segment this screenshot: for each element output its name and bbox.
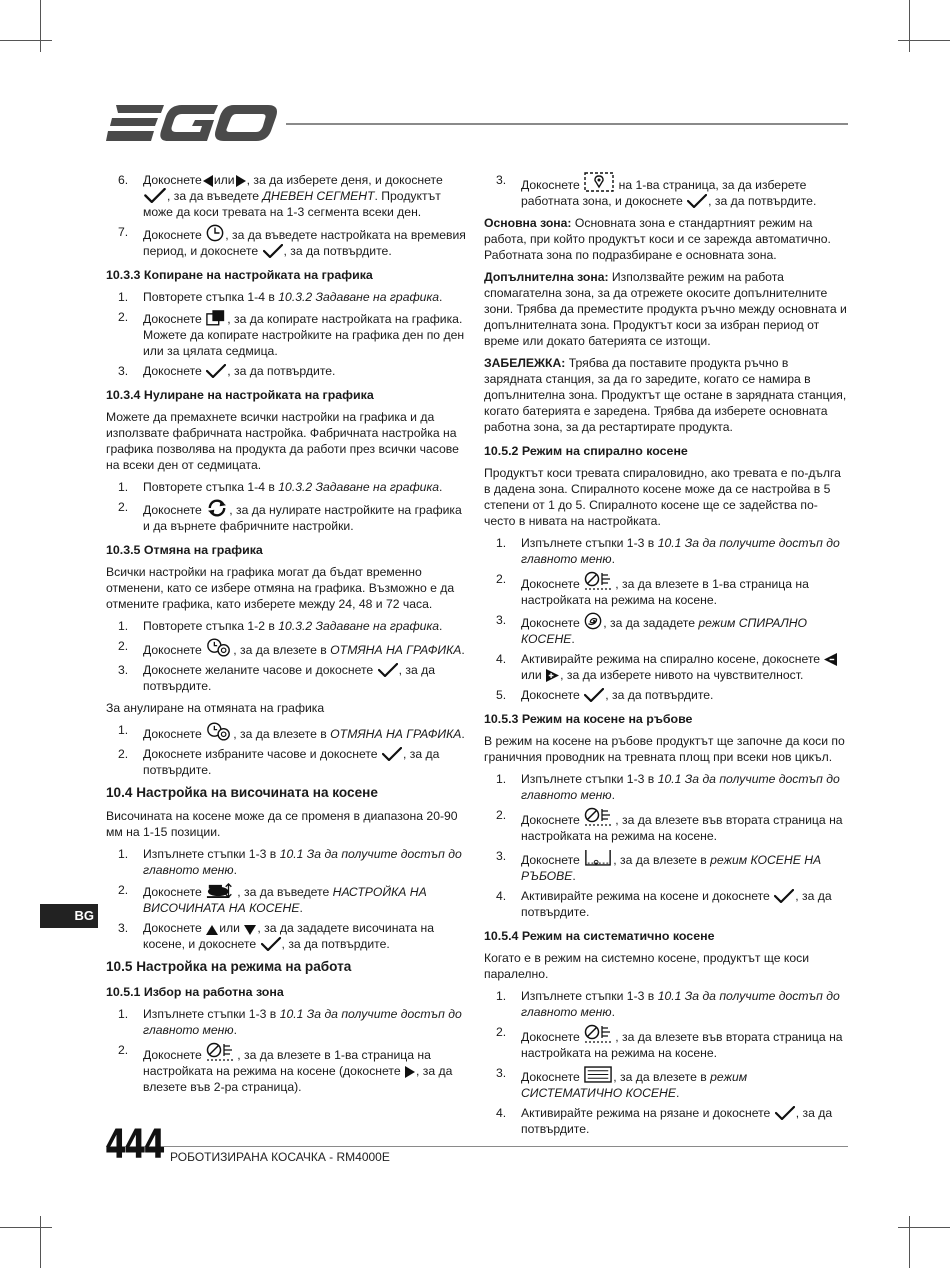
crop-mark [40, 1216, 41, 1268]
paragraph: За анулиране на отмяната на графика [106, 701, 325, 715]
section-heading: 10.5.3 Режим на косене на ръбове [484, 712, 693, 726]
triangle-right-icon [236, 175, 246, 187]
list-item: 3. Докоснете , за да зададете режим СПИРАЛНО КОСЕНЕ. [496, 613, 808, 646]
steps-reset [106, 479, 468, 534]
left-column [106, 172, 468, 1101]
steps-spiral [484, 535, 848, 703]
sensitivity-down-icon [824, 653, 837, 666]
work-zone-icon [584, 172, 614, 192]
paragraph: Основна зона: Основната зона е стандартният режим на работа, при който продуктът коси и се зарежда автоматично. Работната зона по подразбиране е основната зона. [484, 216, 831, 262]
list-item: 2. Докоснете , за да копирате настройката на графика. Можете да копирате настройките на графика ден по ден или за цялата седмица. [118, 310, 465, 358]
checkmark-icon [378, 663, 398, 677]
list-item: 3. Докоснете , за да влезете в режим КОСЕНЕ НА РЪБОВЕ. [496, 849, 822, 883]
list-item: 2. Докоснете , за да влезете в 1-ва страница на настройката на режима на косене. [496, 572, 809, 607]
list-item: 1. Изпълнете стъпки 1-3 в 10.1 За да получите достъп до главното меню. [496, 989, 840, 1019]
note: ЗАБЕЛЕЖКА: Трябва да поставите продукта ръчно в зарядната станция, за да го заредите, когато се намира в допълнителна зона. Продуктът ще остане в зарядната станция, когато батерията е заредена. Трябва да изберете основната работна зона, за да рестартирате продукта. [484, 356, 847, 434]
list-item: 2. Докоснете , за да влезете в 1-ва страница на настройката на режима на косене (докоснете , за да влезете във 2-ра страница). [118, 1043, 453, 1094]
crop-mark [898, 1227, 950, 1228]
crop-mark [40, 0, 41, 52]
steps-cancel [106, 618, 468, 694]
crop-mark [0, 1227, 52, 1228]
steps-copy [106, 289, 468, 379]
list-item: 2. Докоснете , за да влезете във втората страница на настройката на режима на косене. [496, 808, 843, 843]
ego-logo [106, 103, 278, 143]
list-item: 2. Докоснете , за да нулирате настройките на графика и да върнете фабричните настройки. [118, 500, 462, 533]
checkmark-icon [584, 688, 604, 702]
list-item: 4. Активирайте режима на рязане и докоснете , за да потвърдите. [496, 1106, 833, 1136]
steps-edge [484, 771, 848, 920]
list-item: 4. Активирайте режима на спирално косене, докоснете или , за да изберете нивото на чувствителност. [484, 651, 848, 683]
list-item: 1. Изпълнете стъпки 1-3 в 10.1 За да получите достъп до главното меню. [118, 1007, 462, 1037]
page-number: 444 [105, 1122, 164, 1168]
steps-height [106, 846, 468, 952]
list-item: 2. Докоснете , за да влезете във втората страница на настройката на режима на косене. [496, 1025, 843, 1060]
list-item: 2. Докоснете , за да въведете НАСТРОЙКА НА ВИСОЧИНАТА НА КОСЕНЕ. [118, 883, 427, 915]
checkmark-icon [263, 244, 283, 258]
footer-title: РОБОТИЗИРАНА КОСАЧКА - RM4000E [170, 1150, 390, 1164]
paragraph: В режим на косене на ръбове продуктът ще започне да коси по граничния проводник на тревната площ при всеки нов цикъл. [484, 734, 845, 764]
crop-mark [898, 40, 950, 41]
checkmark-icon [687, 194, 707, 208]
list-item: 2. Докоснете избраните часове и докоснете , за да потвърдите. [118, 747, 440, 777]
copy-icon [206, 309, 226, 326]
mowing-mode-menu-icon [584, 807, 614, 827]
cancel-schedule-icon [206, 722, 232, 741]
sensitivity-up-icon [546, 669, 559, 682]
list-item: 6. Докоснете или , за да изберете деня, и докоснете , за да въведете ДНЕВЕН СЕГМЕНТ. Продуктът може да коси тревата на 1-3 сегмента всеки ден. [118, 173, 443, 219]
paragraph: Когато е в режим на системно косене, продуктът ще коси паралелно. [484, 951, 810, 981]
paragraph: Можете да премахнете всички настройки на графика и да използвате фабричната настройка. Фабричната настройка на графика позволява на продукта да работи през всички часове на всеки ден от седмицата. [106, 410, 459, 472]
cutting-height-icon [206, 882, 236, 899]
triangle-up-icon [206, 925, 218, 935]
mowing-mode-menu-icon [206, 1042, 236, 1062]
crop-mark [909, 0, 910, 52]
list-item: 1. Повторете стъпка 1-4 в 10.3.2 Задаване на графика. [118, 290, 443, 304]
list-item: 2. Докоснете , за да влезете в ОТМЯНА НА ГРАФИКА. [118, 639, 465, 657]
spiral-icon [584, 612, 602, 630]
list-item: 3. Докоснете желаните часове и докоснете , за да потвърдите. [118, 663, 435, 693]
triangle-right-icon [405, 1066, 415, 1078]
steps-system [484, 988, 848, 1137]
checkmark-icon [206, 364, 226, 378]
steps-undo [106, 722, 468, 778]
triangle-down-icon [244, 925, 256, 935]
clock-icon [206, 224, 224, 242]
footer-rule [106, 1146, 848, 1147]
crop-mark [0, 40, 52, 41]
section-heading: 10.3.3 Копиране на настройката на графика [106, 268, 373, 282]
cancel-schedule-icon [206, 638, 232, 657]
steps-zone-select [484, 172, 848, 209]
list-item: 1. Повторете стъпка 1-2 в 10.3.2 Задаване на графика. [118, 619, 443, 633]
crop-mark [909, 1216, 910, 1268]
paragraph: Продуктът коси тревата спираловидно, ако тревата е по-дълга в дадена зона. Спиралното косене може да се настройва в 5 степени от 1 до 5. Спиралното косене ще се задейства по-често в нивата на настройката. [484, 466, 841, 528]
list-item: 3. Докоснете или , за да зададете височината на косене, и докоснете , за да потвърдите. [118, 921, 435, 951]
list-item: 1. Изпълнете стъпки 1-3 в 10.1 За да получите достъп до главното меню. [118, 847, 462, 877]
list-item: 5. Докоснете , за да потвърдите. [496, 688, 714, 702]
section-heading: 10.5 Настройка на режима на работа [106, 959, 352, 974]
section-heading: 10.3.4 Нулиране на настройката на графика [106, 388, 374, 402]
list-item: 1. Изпълнете стъпки 1-3 в 10.1 За да получите достъп до главното меню. [496, 772, 840, 802]
reset-icon [206, 499, 228, 517]
list-item: 4. Активирайте режима на косене и докоснете , за да потвърдите. [496, 889, 832, 919]
checkmark-icon [774, 889, 794, 903]
steps-day-segment [106, 172, 468, 259]
section-heading: 10.5.4 Режим на систематично косене [484, 929, 715, 943]
paragraph: Допълнителна зона: Използвайте режим на работа спомагателна зона, за да отрежете окосите допълнителните зони. Трябва да преместите продукта ръчно между основната и допълнителната зона. Продуктът коси за избран период от време или докато батерията се изтощи. [484, 270, 847, 348]
mowing-mode-menu-icon [584, 1024, 614, 1044]
section-heading: 10.5.2 Режим на спирално косене [484, 444, 688, 458]
paragraph: Височината на косене може да се променя в диапазона 20-90 мм на 1-15 позиции. [106, 809, 458, 839]
list-item: 1. Повторете стъпка 1-4 в 10.3.2 Задаване на графика. [118, 480, 443, 494]
list-item: 3. Докоснете , за да влезете в режим СИСТЕМАТИЧНО КОСЕНЕ. [496, 1066, 748, 1100]
list-item: 3. Докоснете на 1-ва страница, за да изберете работната зона, и докоснете , за да потвърдите. [496, 173, 817, 208]
list-item: 7. Докоснете , за да въведете настройката на времевия период, и докоснете , за да потвърдите. [118, 225, 466, 258]
triangle-left-icon [203, 175, 213, 187]
checkmark-icon [382, 747, 402, 761]
steps-zone [106, 1006, 468, 1095]
systematic-mowing-icon [584, 1065, 612, 1084]
section-heading: 10.5.1 Избор на работна зона [106, 985, 284, 999]
list-item: 1. Изпълнете стъпки 1-3 в 10.1 За да получите достъп до главното меню. [496, 536, 840, 566]
edge-mowing-icon [584, 848, 612, 867]
checkmark-icon [775, 1106, 795, 1120]
right-column [484, 172, 848, 1143]
paragraph: Всички настройки на графика могат да бъдат временно отменени, като се избере отмяна на графика. Възможно е да отмените графика, като изберете между 24, 48 и 72 часа. [106, 565, 455, 611]
list-item: 3. Докоснете , за да потвърдите. [118, 364, 336, 378]
checkmark-icon [261, 937, 281, 951]
mowing-mode-menu-icon [584, 571, 614, 591]
section-heading: 10.3.5 Отмяна на графика [106, 543, 263, 557]
language-tab: BG [40, 904, 98, 928]
section-heading: 10.4 Настройка на височината на косене [106, 785, 378, 800]
list-item: 1. Докоснете , за да влезете в ОТМЯНА НА ГРАФИКА. [118, 723, 465, 741]
header-rule [286, 123, 848, 125]
checkmark-icon [144, 188, 166, 203]
